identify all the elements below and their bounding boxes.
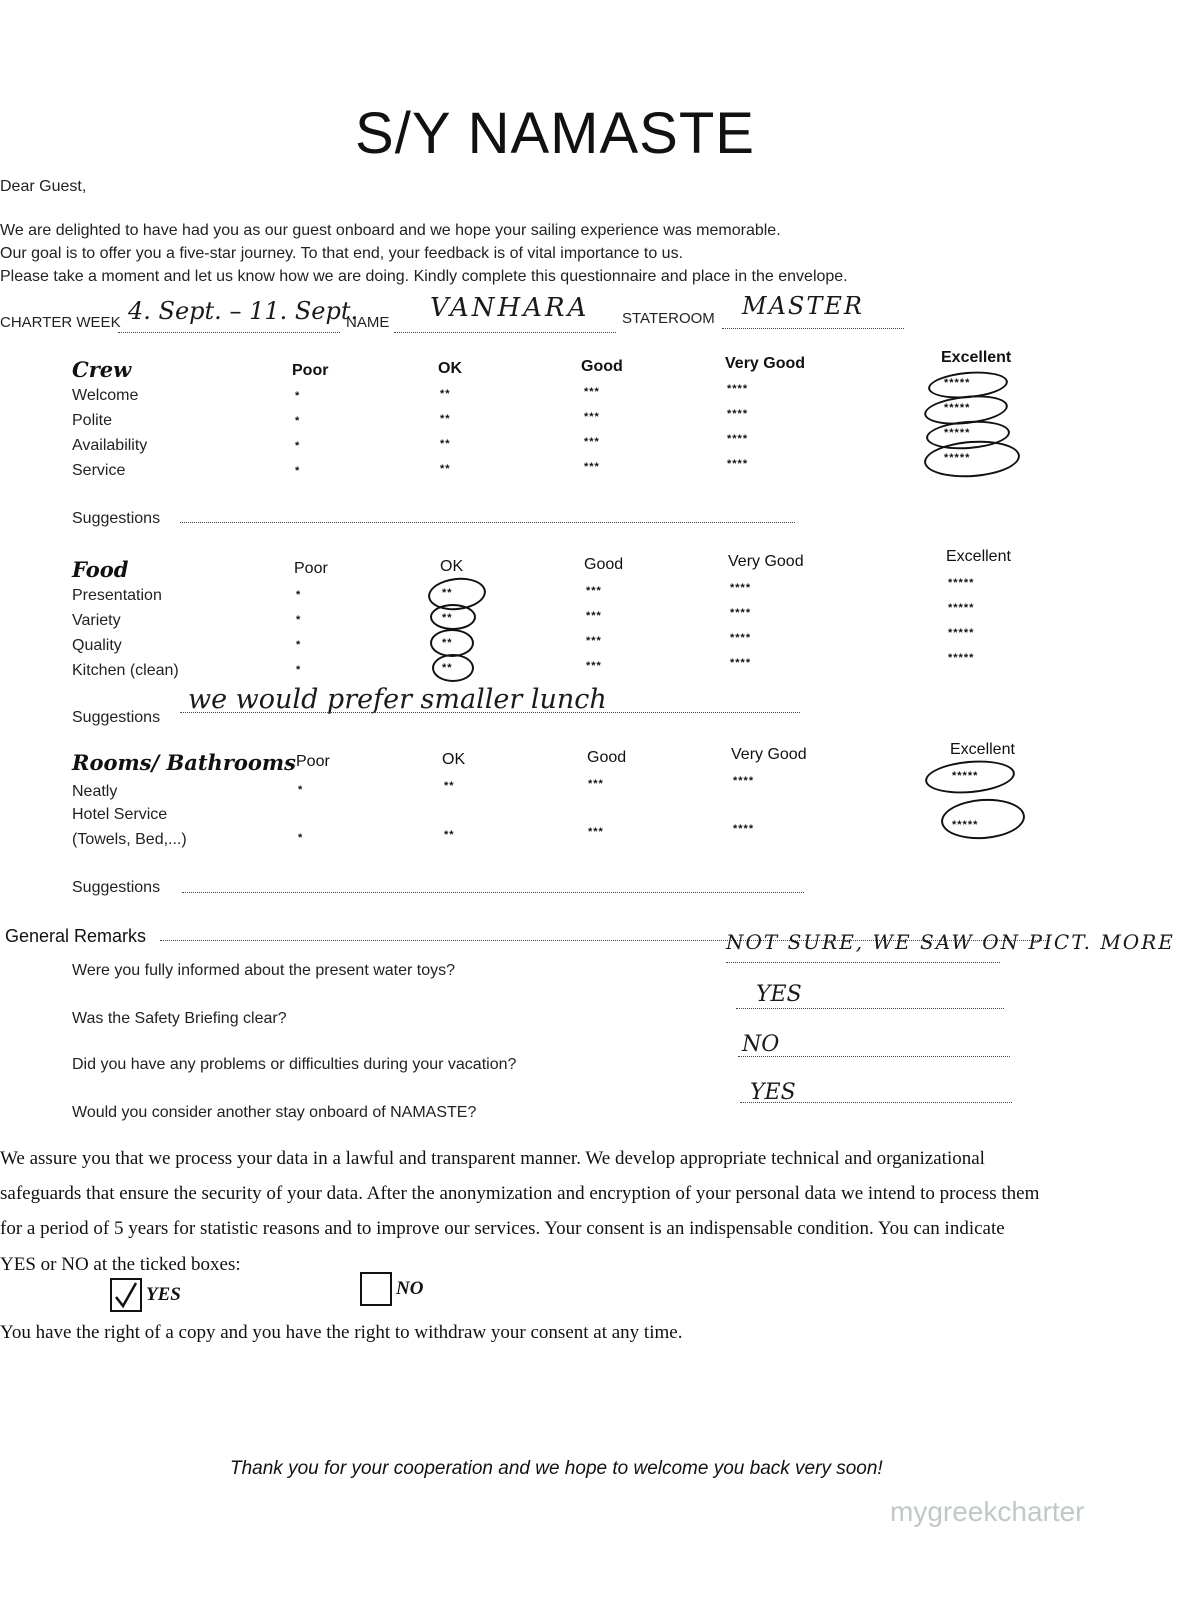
food-col-ok: OK <box>440 558 464 575</box>
star-rating[interactable]: **** <box>727 383 749 395</box>
greeting: Dear Guest, <box>0 178 87 195</box>
thank-you-message: Thank you for your cooperation and we hope to welcome you back very soon! <box>230 1458 883 1479</box>
consent-yes-label: YES <box>146 1284 181 1305</box>
consent-line-2: safeguards that ensure the security of your data. After the anonymization and encryption of your personal data we intend to process them <box>0 1183 1040 1204</box>
crew-col-very-good: Very Good <box>725 355 806 372</box>
food-suggestion-value: we would prefer smaller lunch <box>188 684 607 715</box>
star-rating[interactable]: ***** <box>948 627 975 639</box>
star-rating[interactable]: **** <box>727 408 749 420</box>
food-suggestions-label: Suggestions <box>72 709 161 726</box>
selection-circle <box>430 629 474 657</box>
rooms-item-neatly: Neatly <box>72 783 118 800</box>
star-rating[interactable]: ** <box>440 388 451 400</box>
star-rating[interactable]: *** <box>584 461 600 473</box>
star-rating[interactable]: * <box>295 465 301 477</box>
remark-answer-2: YES <box>756 982 802 1007</box>
star-rating[interactable]: * <box>298 832 304 844</box>
selection-circle <box>924 757 1016 797</box>
consent-line-1: We assure you that we process your data in a lawful and transparent manner. We develop appropriate technical and organizational <box>0 1148 985 1169</box>
food-item-quality: Quality <box>72 637 122 654</box>
star-rating[interactable]: ** <box>440 463 451 475</box>
name-value: VANHARA <box>430 293 590 323</box>
intro-line-2: Our goal is to offer you a five-star journey. To that end, your feedback is of vital importance to us. <box>0 245 684 262</box>
crew-item-service: Service <box>72 462 126 479</box>
star-rating[interactable]: * <box>295 415 301 427</box>
remark-question-3: Did you have any problems or difficulties during your vacation? <box>72 1056 517 1073</box>
star-rating[interactable]: *** <box>586 585 602 597</box>
star-rating[interactable]: ** <box>444 780 455 792</box>
crew-col-excellent: Excellent <box>941 349 1012 366</box>
crew-section-title: Crew <box>72 357 132 382</box>
consent-line-4: YES or NO at the ticked boxes: <box>0 1254 241 1275</box>
remark-answer-3: NO <box>742 1032 780 1057</box>
consent-yes-checkbox[interactable] <box>110 1278 142 1312</box>
star-rating[interactable]: * <box>298 784 304 796</box>
consent-no-checkbox[interactable] <box>360 1272 392 1306</box>
star-rating[interactable]: *** <box>586 610 602 622</box>
star-rating-selected[interactable]: ** <box>442 612 453 624</box>
crew-col-poor: Poor <box>292 362 329 379</box>
food-col-excellent: Excellent <box>946 548 1011 565</box>
star-rating[interactable]: **** <box>727 433 749 445</box>
crew-item-polite: Polite <box>72 412 113 429</box>
star-rating[interactable]: * <box>296 664 302 676</box>
star-rating[interactable]: * <box>296 639 302 651</box>
stateroom-label: STATEROOM <box>622 310 715 327</box>
general-remarks-label: General Remarks <box>5 926 147 946</box>
star-rating[interactable]: ***** <box>948 577 975 589</box>
star-rating-selected[interactable]: ***** <box>944 377 971 389</box>
food-col-poor: Poor <box>294 560 328 577</box>
star-rating[interactable]: ** <box>444 829 455 841</box>
rooms-suggestions-label: Suggestions <box>72 879 161 896</box>
star-rating[interactable]: * <box>296 589 302 601</box>
crew-col-ok: OK <box>438 360 462 377</box>
star-rating[interactable]: *** <box>584 436 600 448</box>
food-col-very-good: Very Good <box>728 553 804 570</box>
star-rating[interactable]: *** <box>586 635 602 647</box>
star-rating[interactable]: *** <box>588 826 604 838</box>
checkmark-icon <box>112 1280 140 1310</box>
consent-rights-text: You have the right of a copy and you have the right to withdraw your consent at any time. <box>0 1322 683 1343</box>
rooms-col-good: Good <box>587 749 627 766</box>
star-rating[interactable]: *** <box>588 778 604 790</box>
rooms-col-ok: OK <box>442 751 466 768</box>
star-rating-selected[interactable]: ** <box>442 637 453 649</box>
star-rating[interactable]: ***** <box>948 652 975 664</box>
document-title: S/Y NAMASTE <box>355 101 755 166</box>
star-rating[interactable]: *** <box>584 411 600 423</box>
rooms-item-hotel-service: Hotel Service <box>72 806 168 823</box>
remark-answer-1: NOT SURE, WE SAW ON PICT. MORE <box>726 930 1175 954</box>
food-item-presentation: Presentation <box>72 587 162 604</box>
star-rating[interactable]: *** <box>586 660 602 672</box>
star-rating-selected[interactable]: ** <box>442 587 453 599</box>
charter-week-label: CHARTER WEEK <box>0 314 121 331</box>
remark-question-1: Were you fully informed about the present water toys? <box>72 962 456 979</box>
selection-circle <box>940 796 1027 842</box>
star-rating[interactable]: *** <box>584 386 600 398</box>
star-rating[interactable]: * <box>296 614 302 626</box>
star-rating[interactable]: **** <box>733 823 755 835</box>
food-item-variety: Variety <box>72 612 121 629</box>
star-rating[interactable]: ***** <box>948 602 975 614</box>
food-col-good: Good <box>584 556 624 573</box>
star-rating[interactable]: **** <box>730 632 752 644</box>
charter-week-value: 4. Sept. – 11. Sept. <box>128 297 359 325</box>
star-rating[interactable]: ** <box>440 413 451 425</box>
consent-no-label: NO <box>396 1278 424 1299</box>
name-label: NAME <box>346 314 390 331</box>
remark-question-4: Would you consider another stay onboard of NAMASTE? <box>72 1104 477 1121</box>
intro-line-3: Please take a moment and let us know how we are doing. Kindly complete this questionnaire and place in the envelope. <box>0 268 848 285</box>
star-rating-selected[interactable]: ***** <box>944 452 971 464</box>
crew-item-welcome: Welcome <box>72 387 139 404</box>
star-rating-selected[interactable]: ***** <box>952 819 979 831</box>
star-rating[interactable]: **** <box>730 607 752 619</box>
star-rating[interactable]: * <box>295 440 301 452</box>
star-rating[interactable]: **** <box>730 582 752 594</box>
remark-answer-4: YES <box>750 1080 796 1105</box>
star-rating[interactable]: ** <box>440 438 451 450</box>
star-rating-selected[interactable]: ***** <box>952 770 979 782</box>
star-rating[interactable]: **** <box>733 775 755 787</box>
rooms-col-excellent: Excellent <box>950 741 1015 758</box>
crew-col-good: Good <box>581 358 623 375</box>
rooms-col-poor: Poor <box>296 753 330 770</box>
food-section-title: Food <box>72 557 129 582</box>
star-rating-selected[interactable]: ***** <box>944 402 971 414</box>
star-rating-selected[interactable]: ***** <box>944 427 971 439</box>
crew-suggestions-label: Suggestions <box>72 510 161 527</box>
food-item-kitchen: Kitchen (clean) <box>72 662 179 679</box>
rooms-section-title: Rooms/ Bathrooms <box>72 750 296 775</box>
intro-line-1: We are delighted to have had you as our guest onboard and we hope your sailing experience was memorable. <box>0 222 781 239</box>
star-rating[interactable]: **** <box>730 657 752 669</box>
watermark-logo: mygreekcharter <box>890 1496 1085 1527</box>
stateroom-value: MASTER <box>742 292 864 320</box>
selection-circle <box>432 654 474 682</box>
star-rating[interactable]: **** <box>727 458 749 470</box>
selection-circle <box>430 604 476 630</box>
crew-item-availability: Availability <box>72 437 148 454</box>
star-rating-selected[interactable]: ** <box>442 662 453 674</box>
remark-question-2: Was the Safety Briefing clear? <box>72 1010 287 1027</box>
star-rating[interactable]: * <box>295 390 301 402</box>
consent-line-3: for a period of 5 years for statistic reasons and to improve our services. Your consent is an indispensable condition. You can indicate <box>0 1218 1005 1239</box>
rooms-col-very-good: Very Good <box>731 746 807 763</box>
rooms-item-towels-bed: (Towels, Bed,...) <box>72 831 187 848</box>
